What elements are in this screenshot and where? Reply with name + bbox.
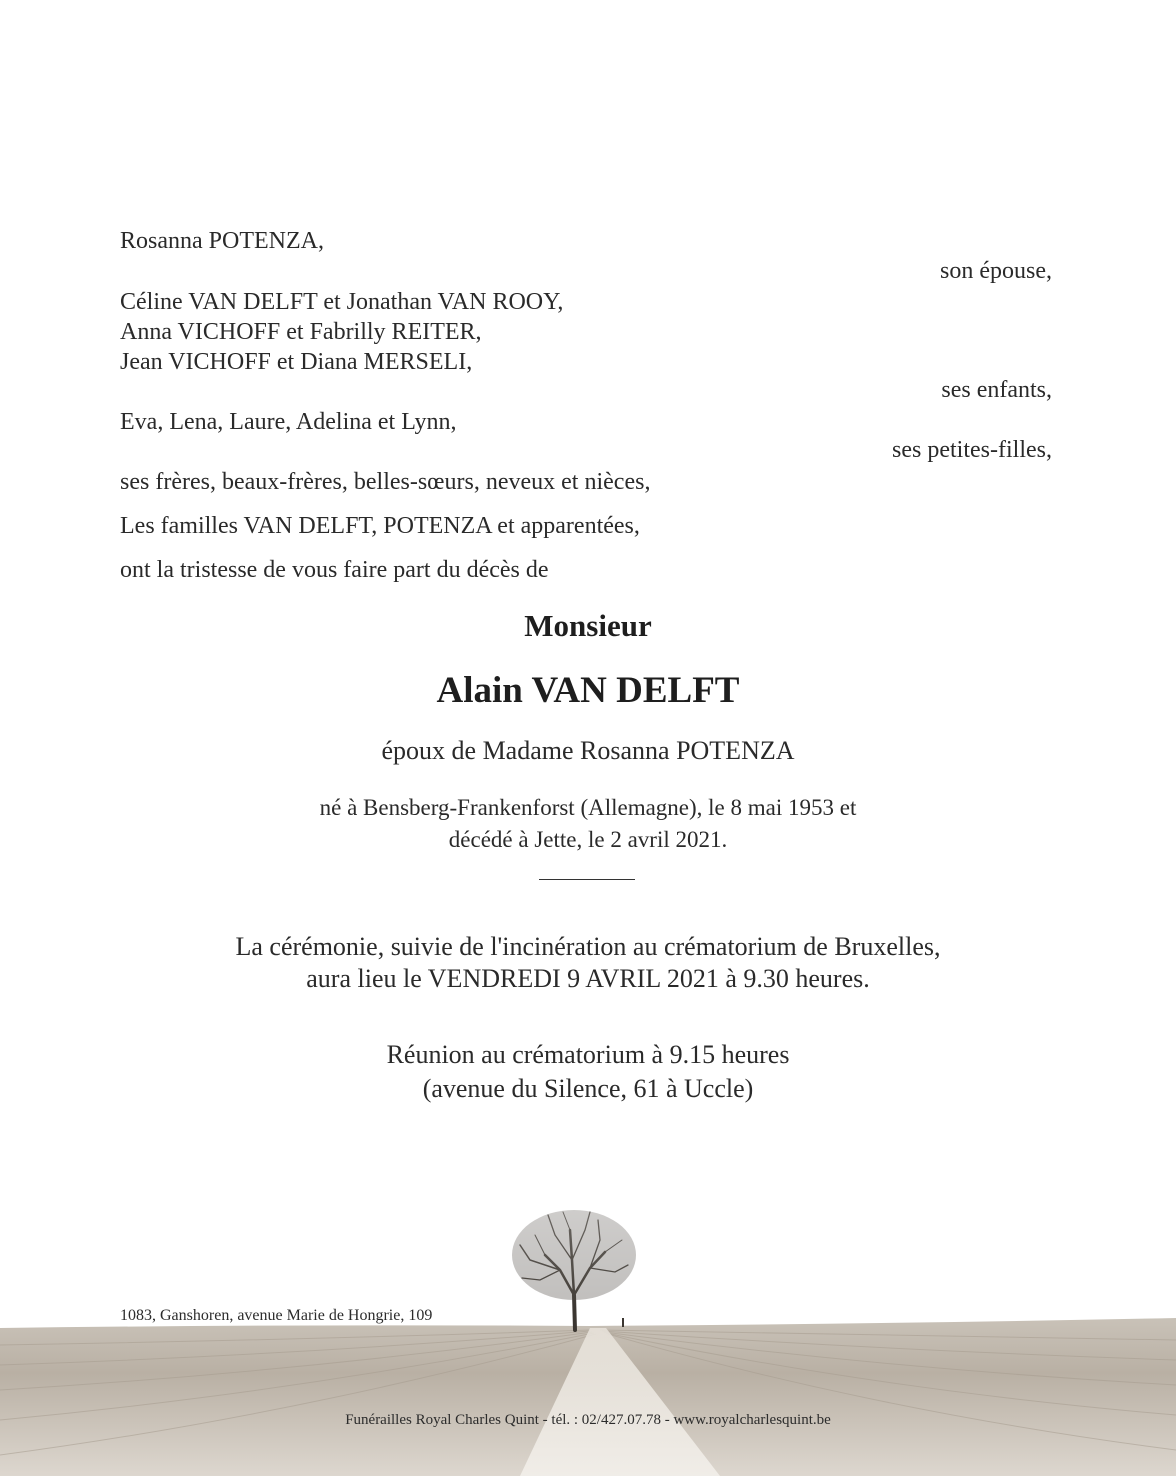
funeral-home-line: Funérailles Royal Charles Quint - tél. : 02/427.07.78 - www.royalcharlesquint.be	[345, 1412, 831, 1428]
spouse-name: Rosanna POTENZA,	[120, 228, 324, 254]
meeting-line-2: (avenue du Silence, 61 à Uccle)	[422, 1074, 754, 1103]
ceremony-line-1: La cérémonie, suivie de l'incinération au crématorium de Bruxelles,	[235, 932, 941, 961]
child-line: Anna VICHOFF et Fabrilly REITER,	[120, 319, 482, 345]
meeting-line-1: Réunion au crématorium à 9.15 heures	[386, 1040, 790, 1069]
address-line: 1083, Ganshoren, avenue Marie de Hongrie, 109	[120, 1307, 433, 1324]
grandchildren-role: ses petites-filles,	[892, 437, 1052, 463]
ceremony-line-2: aura lieu le VENDREDI 9 AVRIL 2021 à 9.30 heures.	[306, 964, 870, 993]
child-line: Jean VICHOFF et Diana MERSELI,	[120, 349, 473, 375]
families-line: Les familles VAN DELFT, POTENZA et apparentées,	[120, 513, 640, 539]
deceased-title: Monsieur	[524, 608, 652, 643]
spouse-role: son épouse,	[940, 258, 1052, 284]
separator-rule	[539, 879, 635, 880]
child-line: Céline VAN DELFT et Jonathan VAN ROOY,	[120, 289, 564, 315]
deceased-name: Alain VAN DELFT	[436, 670, 740, 711]
deceased-spouse-line: époux de Madame Rosanna POTENZA	[381, 736, 795, 765]
relatives-line: ses frères, beaux-frères, belles-sœurs, neveux et nièces,	[120, 469, 651, 495]
announcement-line: ont la tristesse de vous faire part du décès de	[120, 557, 549, 583]
grandchildren-names: Eva, Lena, Laure, Adelina et Lynn,	[120, 409, 457, 435]
children-role: ses enfants,	[941, 377, 1052, 403]
landscape-tree-illustration	[0, 1200, 1176, 1476]
birth-line: né à Bensberg-Frankenforst (Allemagne), le 8 mai 1953 et	[319, 795, 857, 820]
death-line: décédé à Jette, le 2 avril 2021.	[448, 827, 728, 852]
